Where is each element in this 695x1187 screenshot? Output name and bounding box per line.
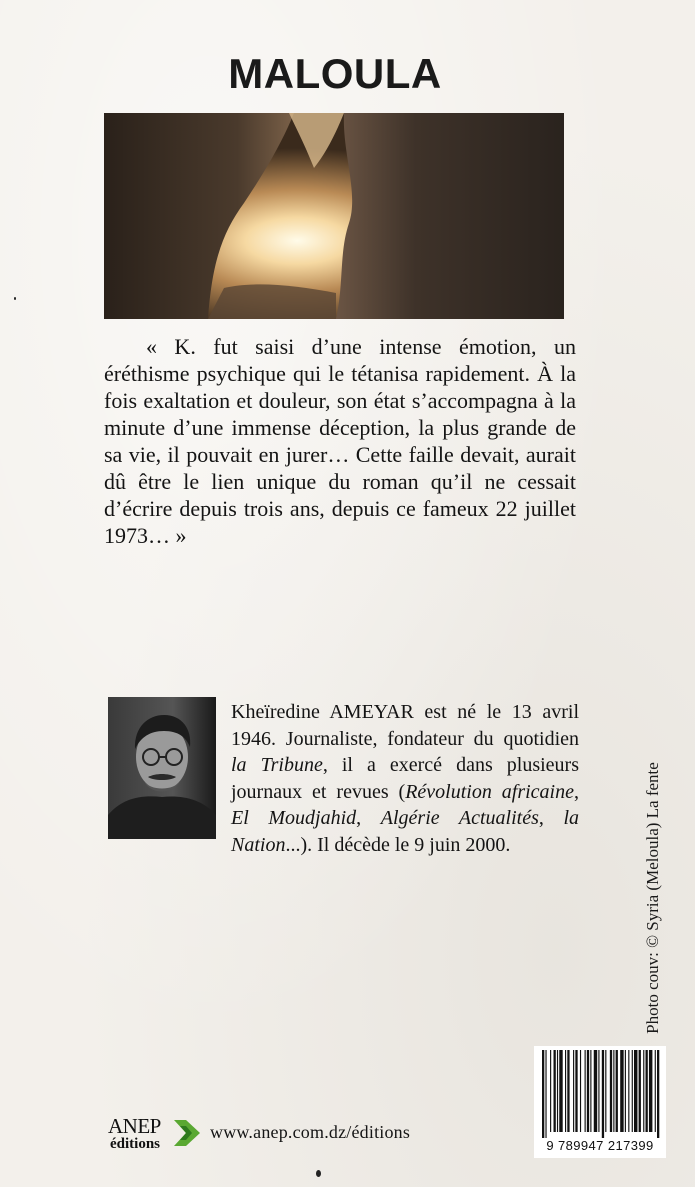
barcode-bar (594, 1050, 597, 1132)
barcode-bar (649, 1050, 652, 1132)
print-speck (316, 1170, 321, 1177)
barcode-bar (634, 1050, 637, 1132)
arrow-logo-icon (172, 1116, 202, 1150)
logo-name: ANEP (108, 1114, 161, 1138)
barcode-bar (655, 1050, 656, 1132)
isbn-barcode (534, 1046, 666, 1158)
bio-text: ...). Il décède le 9 juin 2000. (285, 833, 511, 856)
book-title: MALOULA (228, 50, 442, 97)
barcode-bar (602, 1050, 604, 1138)
bio-newspaper-title: la Tribune (231, 754, 323, 776)
barcode-bar (590, 1050, 591, 1132)
barcode-bar (554, 1050, 556, 1132)
bio-publication-title: la Nation (231, 807, 580, 856)
barcode-bar (575, 1050, 577, 1132)
barcode-bar (616, 1050, 618, 1132)
barcode-bar (542, 1050, 544, 1138)
barcode-bar (598, 1050, 599, 1132)
barcode-bar (585, 1050, 586, 1132)
bio-publication-title: El Moudjahid (231, 807, 357, 829)
print-speck (14, 297, 16, 300)
barcode-bars (534, 1046, 666, 1138)
barcode-bar (646, 1050, 648, 1132)
barcode-bar (625, 1050, 626, 1132)
barcode-bar (557, 1050, 558, 1132)
excerpt-quote: « K. fut saisi d’une intense émotion, un éréthisme psychique qui le tétanisa rapidement. À la fois exaltation et douleur, son état s’accompagna à la minute d’une immense déception, la plus grande de sa vie, il pouvait en jurer… Cette faille devait, aurait dû être le lien unique du roman qu’il ne cessait d’écrire depuis trois ans, depuis ce fameux 22 juillet 1973… » (104, 334, 576, 548)
barcode-bar (550, 1050, 551, 1132)
barcode-bar (567, 1050, 569, 1132)
author-biography (231, 699, 579, 858)
anep-logo[interactable] (108, 1114, 203, 1154)
bio-text: Kheïredine AMEYAR est né le 13 avril 1946. Journaliste, fondateur du quotidien (231, 701, 579, 750)
photo-credit-text: Photo couv: © Syria (Meloula) La fente (643, 762, 662, 1034)
bio-separator: , (356, 807, 381, 829)
barcode-bar (565, 1050, 566, 1132)
barcode-bar (605, 1050, 606, 1132)
barcode-bar (632, 1050, 633, 1132)
barcode-bar (559, 1050, 562, 1132)
logo-subtitle: éditions (110, 1136, 161, 1152)
barcode-bar (545, 1050, 546, 1138)
bio-separator: , (574, 780, 579, 803)
barcode-bar (573, 1050, 574, 1132)
author-portrait (108, 697, 216, 839)
barcode-bar (613, 1050, 614, 1132)
barcode-bar (620, 1050, 623, 1132)
barcode-bar (580, 1050, 581, 1132)
photo-credit (633, 758, 673, 1038)
bio-publication-title: Algérie Actualités (380, 807, 539, 829)
isbn-digits: 9 789947 217399 (546, 1138, 654, 1153)
barcode-bar (639, 1050, 641, 1132)
barcode-bar (610, 1050, 612, 1132)
bio-publication-title: Révolution africaine (405, 780, 574, 803)
barcode-bar (657, 1050, 659, 1138)
bio-separator: , (538, 807, 564, 829)
publisher-website-link[interactable]: www.anep.com.dz/éditions (210, 1122, 411, 1142)
cave-crevice-photo (104, 113, 564, 319)
barcode-bar (643, 1050, 644, 1132)
barcode-bar (587, 1050, 589, 1132)
bio-text: , il a exercé dans plusieurs journaux et revues ( (231, 754, 579, 803)
barcode-bar (628, 1050, 629, 1132)
